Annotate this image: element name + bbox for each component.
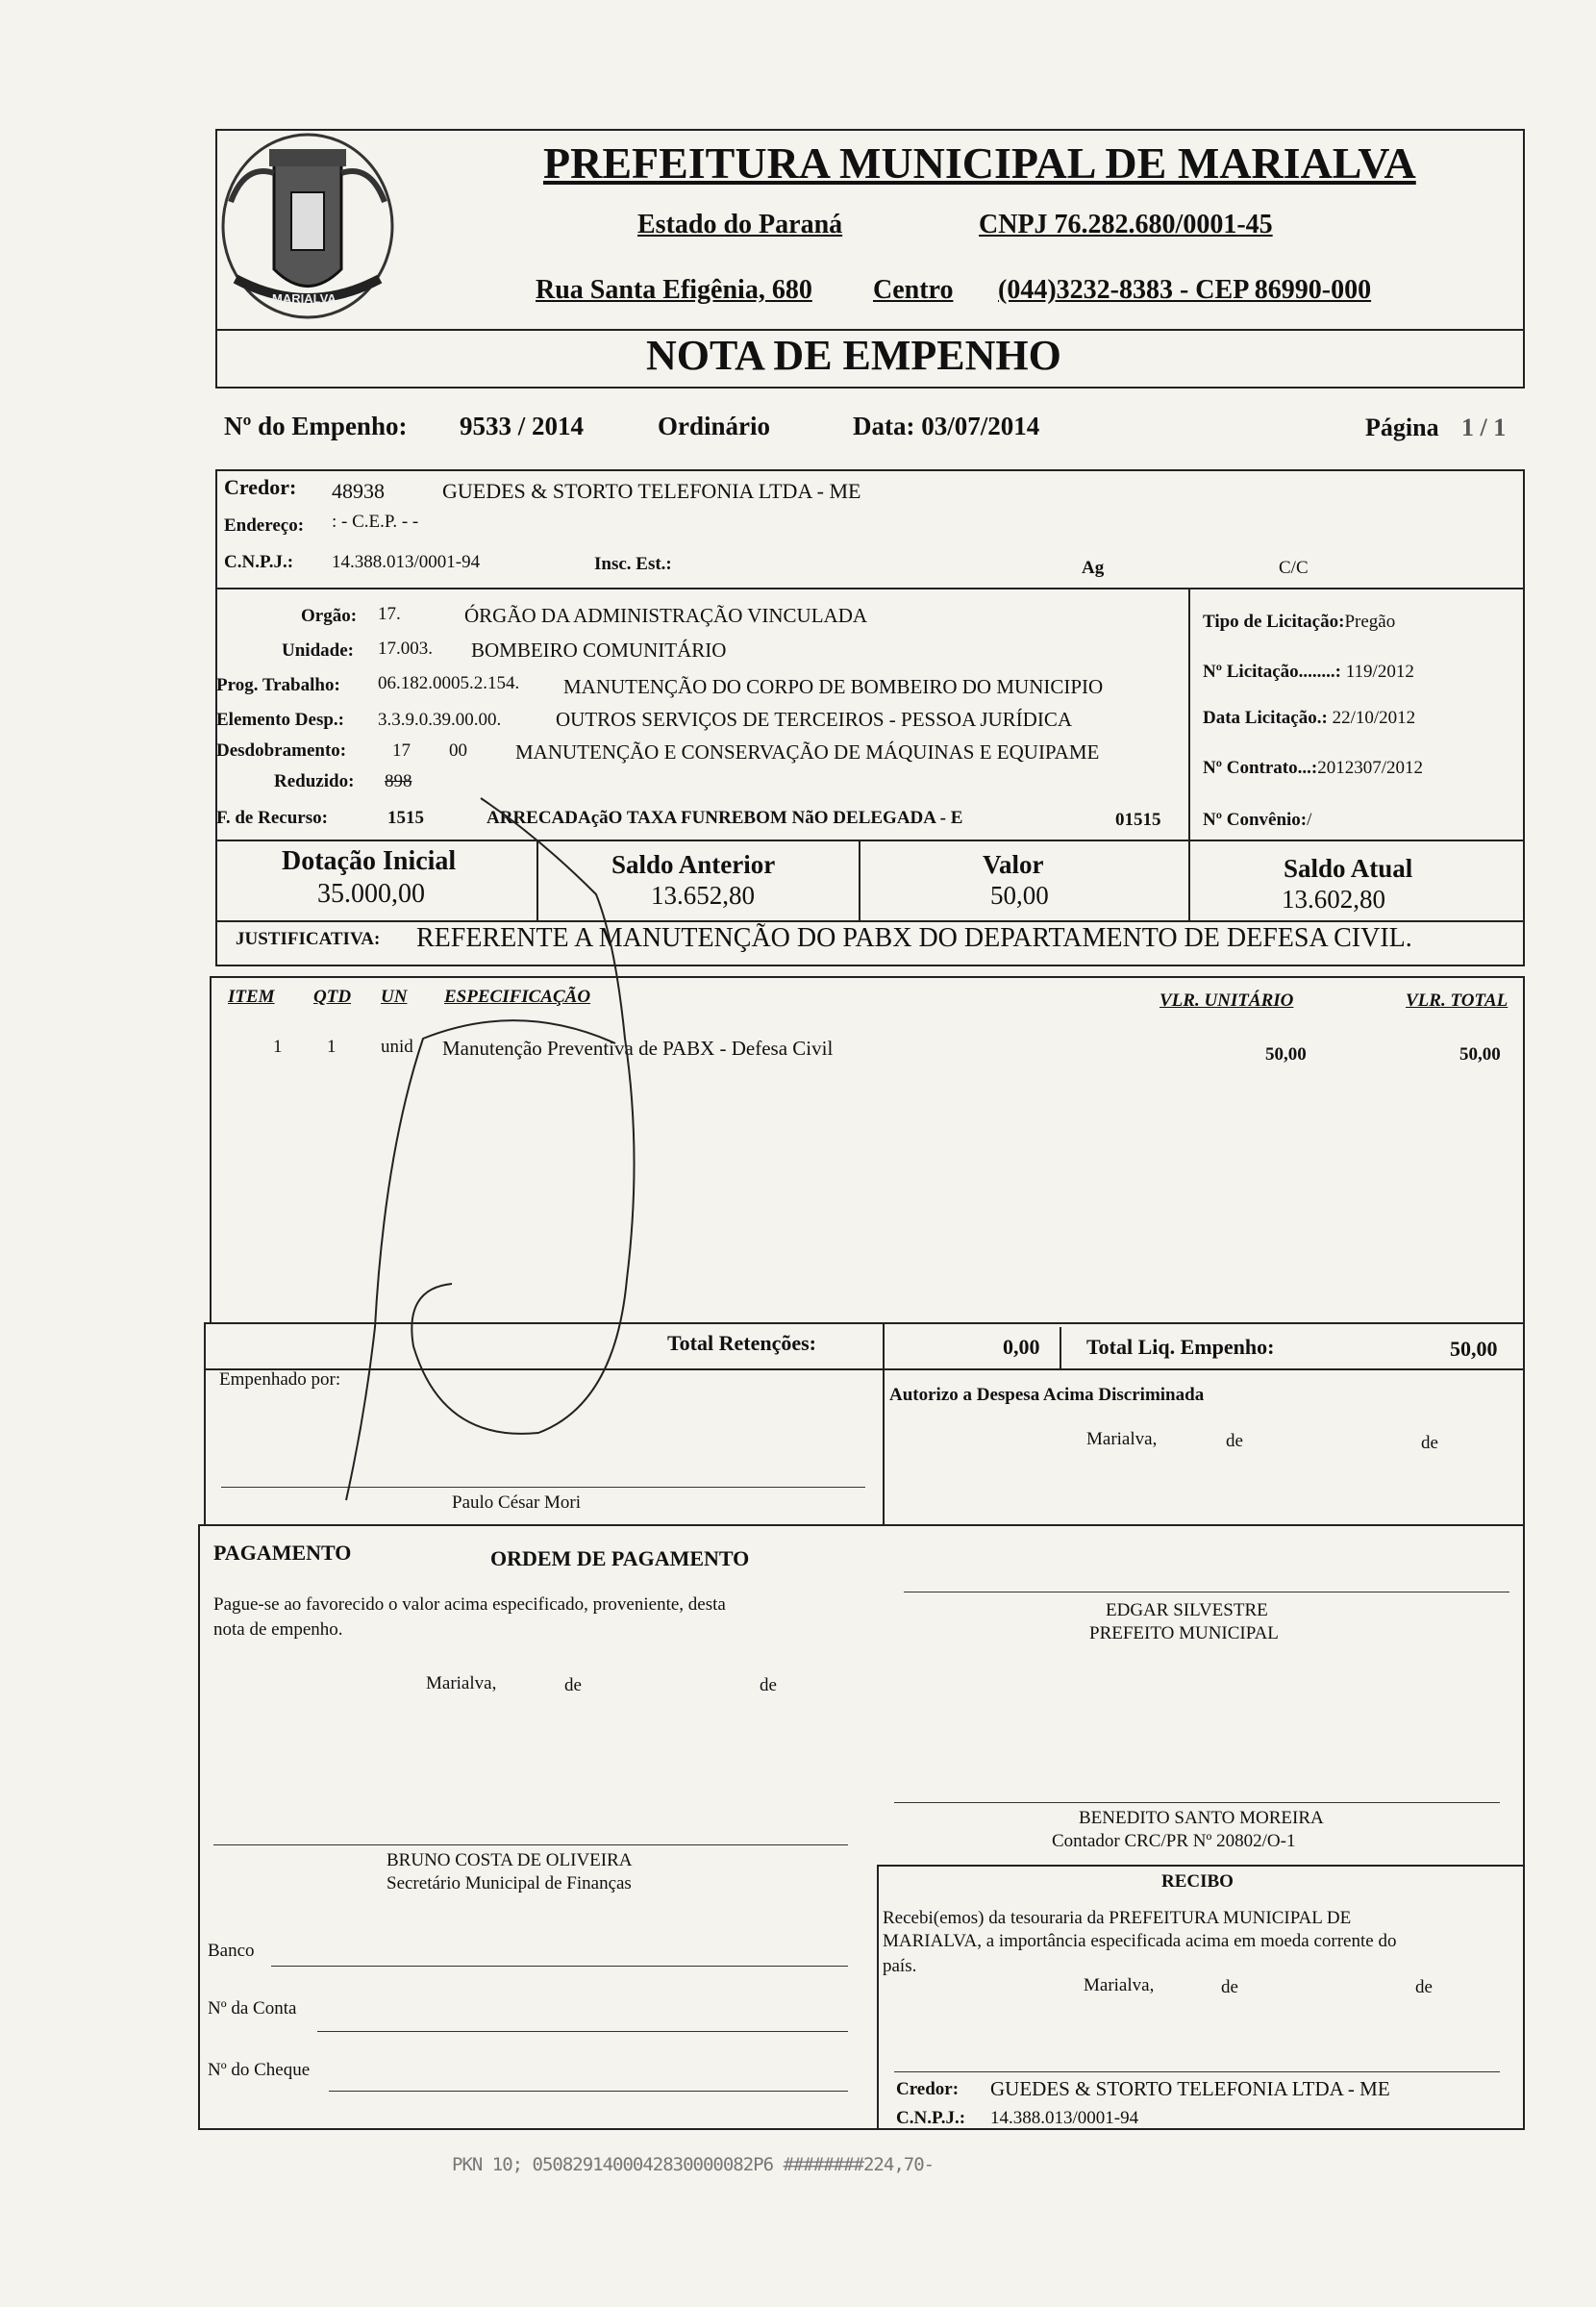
tipo-licitacao-label: Tipo de Licitação:Pregão — [1203, 612, 1396, 632]
ag-label: Ag — [1082, 558, 1105, 578]
orgao-code: 17. — [378, 604, 401, 624]
dotacao-inicial-value: 35.000,00 — [317, 879, 425, 909]
recibo-cnpj-label: C.N.P.J.: — [896, 2108, 966, 2128]
col-qtd: QTD — [313, 987, 352, 1007]
contador-title: Contador CRC/PR Nº 20802/O-1 — [1052, 1831, 1296, 1851]
prog-label: Prog. Trabalho: — [216, 675, 340, 695]
header-address: Rua Santa Efigênia, 680 — [536, 275, 812, 305]
empenho-label: Nº do Empenho: — [224, 412, 408, 440]
recibo-line-2: MARIALVA, a importância especificada acima em moeda corrente do — [883, 1931, 1397, 1951]
secretario-title: Secretário Municipal de Finanças — [387, 1873, 632, 1893]
elemento-name: OUTROS SERVIÇOS DE TERCEIROS - PESSOA JURÍDICA — [556, 708, 1073, 731]
row-spec: Manutenção Preventiva de PABX - Defesa Civil — [442, 1037, 834, 1060]
empenho-type: Ordinário — [658, 412, 771, 440]
autorizo-de2: de — [1421, 1433, 1438, 1453]
desdobramento-sub: 00 — [449, 740, 467, 761]
pagamento-de2: de — [760, 1675, 777, 1695]
col-total: VLR. TOTAL — [1406, 991, 1509, 1011]
recibo-de2: de — [1415, 1977, 1433, 1997]
empenhado-label: Empenhado por: — [219, 1369, 341, 1390]
orgao-name: ÓRGÃO DA ADMINISTRAÇÃO VINCULADA — [464, 604, 868, 627]
col-spec: ESPECIFICAÇÃO — [444, 987, 591, 1007]
col-item: ITEM — [228, 987, 275, 1007]
recibo-line-3: país. — [883, 1956, 917, 1976]
header-phone-cep: (044)3232-8383 - CEP 86990-000 — [998, 275, 1372, 305]
reduzido-label: Reduzido: — [274, 771, 355, 791]
credor-cnpj-label: C.N.P.J.: — [224, 552, 294, 572]
data-licitacao-label: Data Licitação.: 22/10/2012 — [1203, 708, 1416, 728]
pagamento-text-1: Pague-se ao favorecido o valor acima especificado, proveniente, desta — [213, 1594, 726, 1615]
liquido-label: Total Liq. Empenho: — [1086, 1335, 1275, 1359]
pagamento-de1: de — [564, 1675, 582, 1695]
pagamento-place: Marialva, — [426, 1673, 497, 1693]
convenio-label: Nº Convênio:/ — [1203, 810, 1312, 830]
cheque-label: Nº do Cheque — [208, 2060, 311, 2080]
header-district: Centro — [873, 275, 954, 305]
valor-label: Valor — [983, 850, 1044, 879]
liquido-value: 50,00 — [1450, 1337, 1498, 1361]
desdobramento-code: 17 — [392, 740, 411, 761]
page-title: PREFEITURA MUNICIPAL DE MARIALVA — [543, 138, 1416, 188]
row-item: 1 — [273, 1037, 283, 1057]
prefeito-name: EDGAR SILVESTRE — [1106, 1600, 1268, 1620]
recurso-name: ARRECADAçãO TAXA FUNREBOM NãO DELEGADA - E — [486, 808, 963, 828]
saldo-atual-value: 13.602,80 — [1282, 885, 1385, 914]
recurso-code: 1515 — [387, 808, 424, 828]
unidade-label: Unidade: — [282, 640, 354, 661]
autorizo-text: Autorizo a Despesa Acima Discriminada — [889, 1385, 1205, 1405]
recibo-de1: de — [1221, 1977, 1238, 1997]
endereco-value: : - C.E.P. - - — [332, 512, 419, 532]
desdobramento-name: MANUTENÇÃO E CONSERVAÇÃO DE MÁQUINAS E EQUIPAME — [515, 740, 1100, 764]
contador-name: BENEDITO SANTO MOREIRA — [1079, 1808, 1324, 1828]
recibo-place: Marialva, — [1084, 1975, 1155, 1995]
row-qtd: 1 — [327, 1037, 337, 1057]
saldo-anterior-label: Saldo Anterior — [611, 850, 776, 879]
num-licitacao-label: Nº Licitação........: 119/2012 — [1203, 662, 1414, 682]
orgao-label: Orgão: — [301, 606, 358, 626]
retencoes-value: 0,00 — [1003, 1335, 1040, 1359]
credor-label: Credor: — [224, 475, 297, 499]
credor-name: GUEDES & STORTO TELEFONIA LTDA - ME — [442, 479, 861, 503]
recurso-num: 01515 — [1115, 810, 1161, 830]
unidade-name: BOMBEIRO COMUNITÁRIO — [471, 639, 727, 662]
justificativa-label: JUSTIFICATIVA: — [236, 929, 381, 949]
endereco-label: Endereço: — [224, 515, 305, 536]
banco-label: Banco — [208, 1941, 255, 1961]
justificativa-text: REFERENTE A MANUTENÇÃO DO PABX DO DEPARTAMENTO DE DEFESA CIVIL. — [416, 923, 1412, 953]
page-value: 1 / 1 — [1461, 414, 1507, 441]
retencoes-label: Total Retenções: — [667, 1331, 816, 1355]
row-unit: 50,00 — [1265, 1044, 1307, 1065]
empenhado-name: Paulo César Mori — [452, 1492, 582, 1513]
state-name: Estado do Paraná — [637, 210, 843, 239]
credor-cnpj-value: 14.388.013/0001-94 — [332, 552, 481, 572]
elemento-label: Elemento Desp.: — [216, 710, 344, 730]
saldo-atual-label: Saldo Atual — [1284, 854, 1413, 883]
recurso-label: F. de Recurso: — [216, 808, 328, 828]
pagamento-text-2: nota de empenho. — [213, 1619, 343, 1640]
crest-banner-text: MARIALVA — [272, 291, 337, 306]
elemento-code: 3.3.9.0.39.00.00. — [378, 710, 502, 730]
prog-name: MANUTENÇÃO DO CORPO DE BOMBEIRO DO MUNICIPIO — [563, 675, 1104, 698]
footer-code: PKN 10; 0508291400042830000082P6 ########224,70- — [452, 2154, 935, 2175]
prog-code: 06.182.0005.2.154. — [378, 673, 520, 693]
recibo-line-1: Recebi(emos) da tesouraria da PREFEITURA MUNICIPAL DE — [883, 1908, 1352, 1928]
recibo-title: RECIBO — [1161, 1871, 1234, 1892]
secretario-name: BRUNO COSTA DE OLIVEIRA — [387, 1850, 633, 1870]
recibo-credor-label: Credor: — [896, 2079, 960, 2099]
credor-code: 48938 — [332, 479, 385, 503]
conta-label: Nº da Conta — [208, 1998, 297, 2019]
header-cnpj: CNPJ 76.282.680/0001-45 — [979, 210, 1273, 239]
row-un: unid — [381, 1037, 413, 1057]
col-un: UN — [381, 987, 408, 1007]
page-label: Página — [1365, 414, 1439, 441]
saldo-anterior-value: 13.652,80 — [651, 881, 755, 910]
dotacao-inicial-label: Dotação Inicial — [282, 846, 457, 876]
desdobramento-label: Desdobramento: — [216, 740, 347, 761]
insc-label: Insc. Est.: — [594, 554, 672, 574]
col-unit: VLR. UNITÁRIO — [1160, 991, 1294, 1011]
autorizo-place: Marialva, — [1086, 1429, 1158, 1449]
valor-value: 50,00 — [990, 881, 1049, 910]
contrato-label: Nº Contrato...:2012307/2012 — [1203, 758, 1423, 778]
recibo-credor-value: GUEDES & STORTO TELEFONIA LTDA - ME — [990, 2077, 1390, 2100]
autorizo-de1: de — [1226, 1431, 1243, 1451]
unidade-code: 17.003. — [378, 639, 433, 659]
pagamento-label: PAGAMENTO — [213, 1541, 352, 1565]
empenho-date: Data: 03/07/2014 — [853, 412, 1040, 440]
recibo-cnpj-value: 14.388.013/0001-94 — [990, 2108, 1139, 2128]
empenho-number: 9533 / 2014 — [460, 412, 585, 440]
ordem-pagamento: ORDEM DE PAGAMENTO — [490, 1546, 750, 1570]
prefeito-title: PREFEITO MUNICIPAL — [1089, 1623, 1279, 1643]
row-total: 50,00 — [1459, 1044, 1501, 1065]
cc-label: C/C — [1279, 558, 1309, 578]
doc-title: NOTA DE EMPENHO — [646, 332, 1061, 379]
reduzido-value: 898 — [385, 771, 412, 791]
